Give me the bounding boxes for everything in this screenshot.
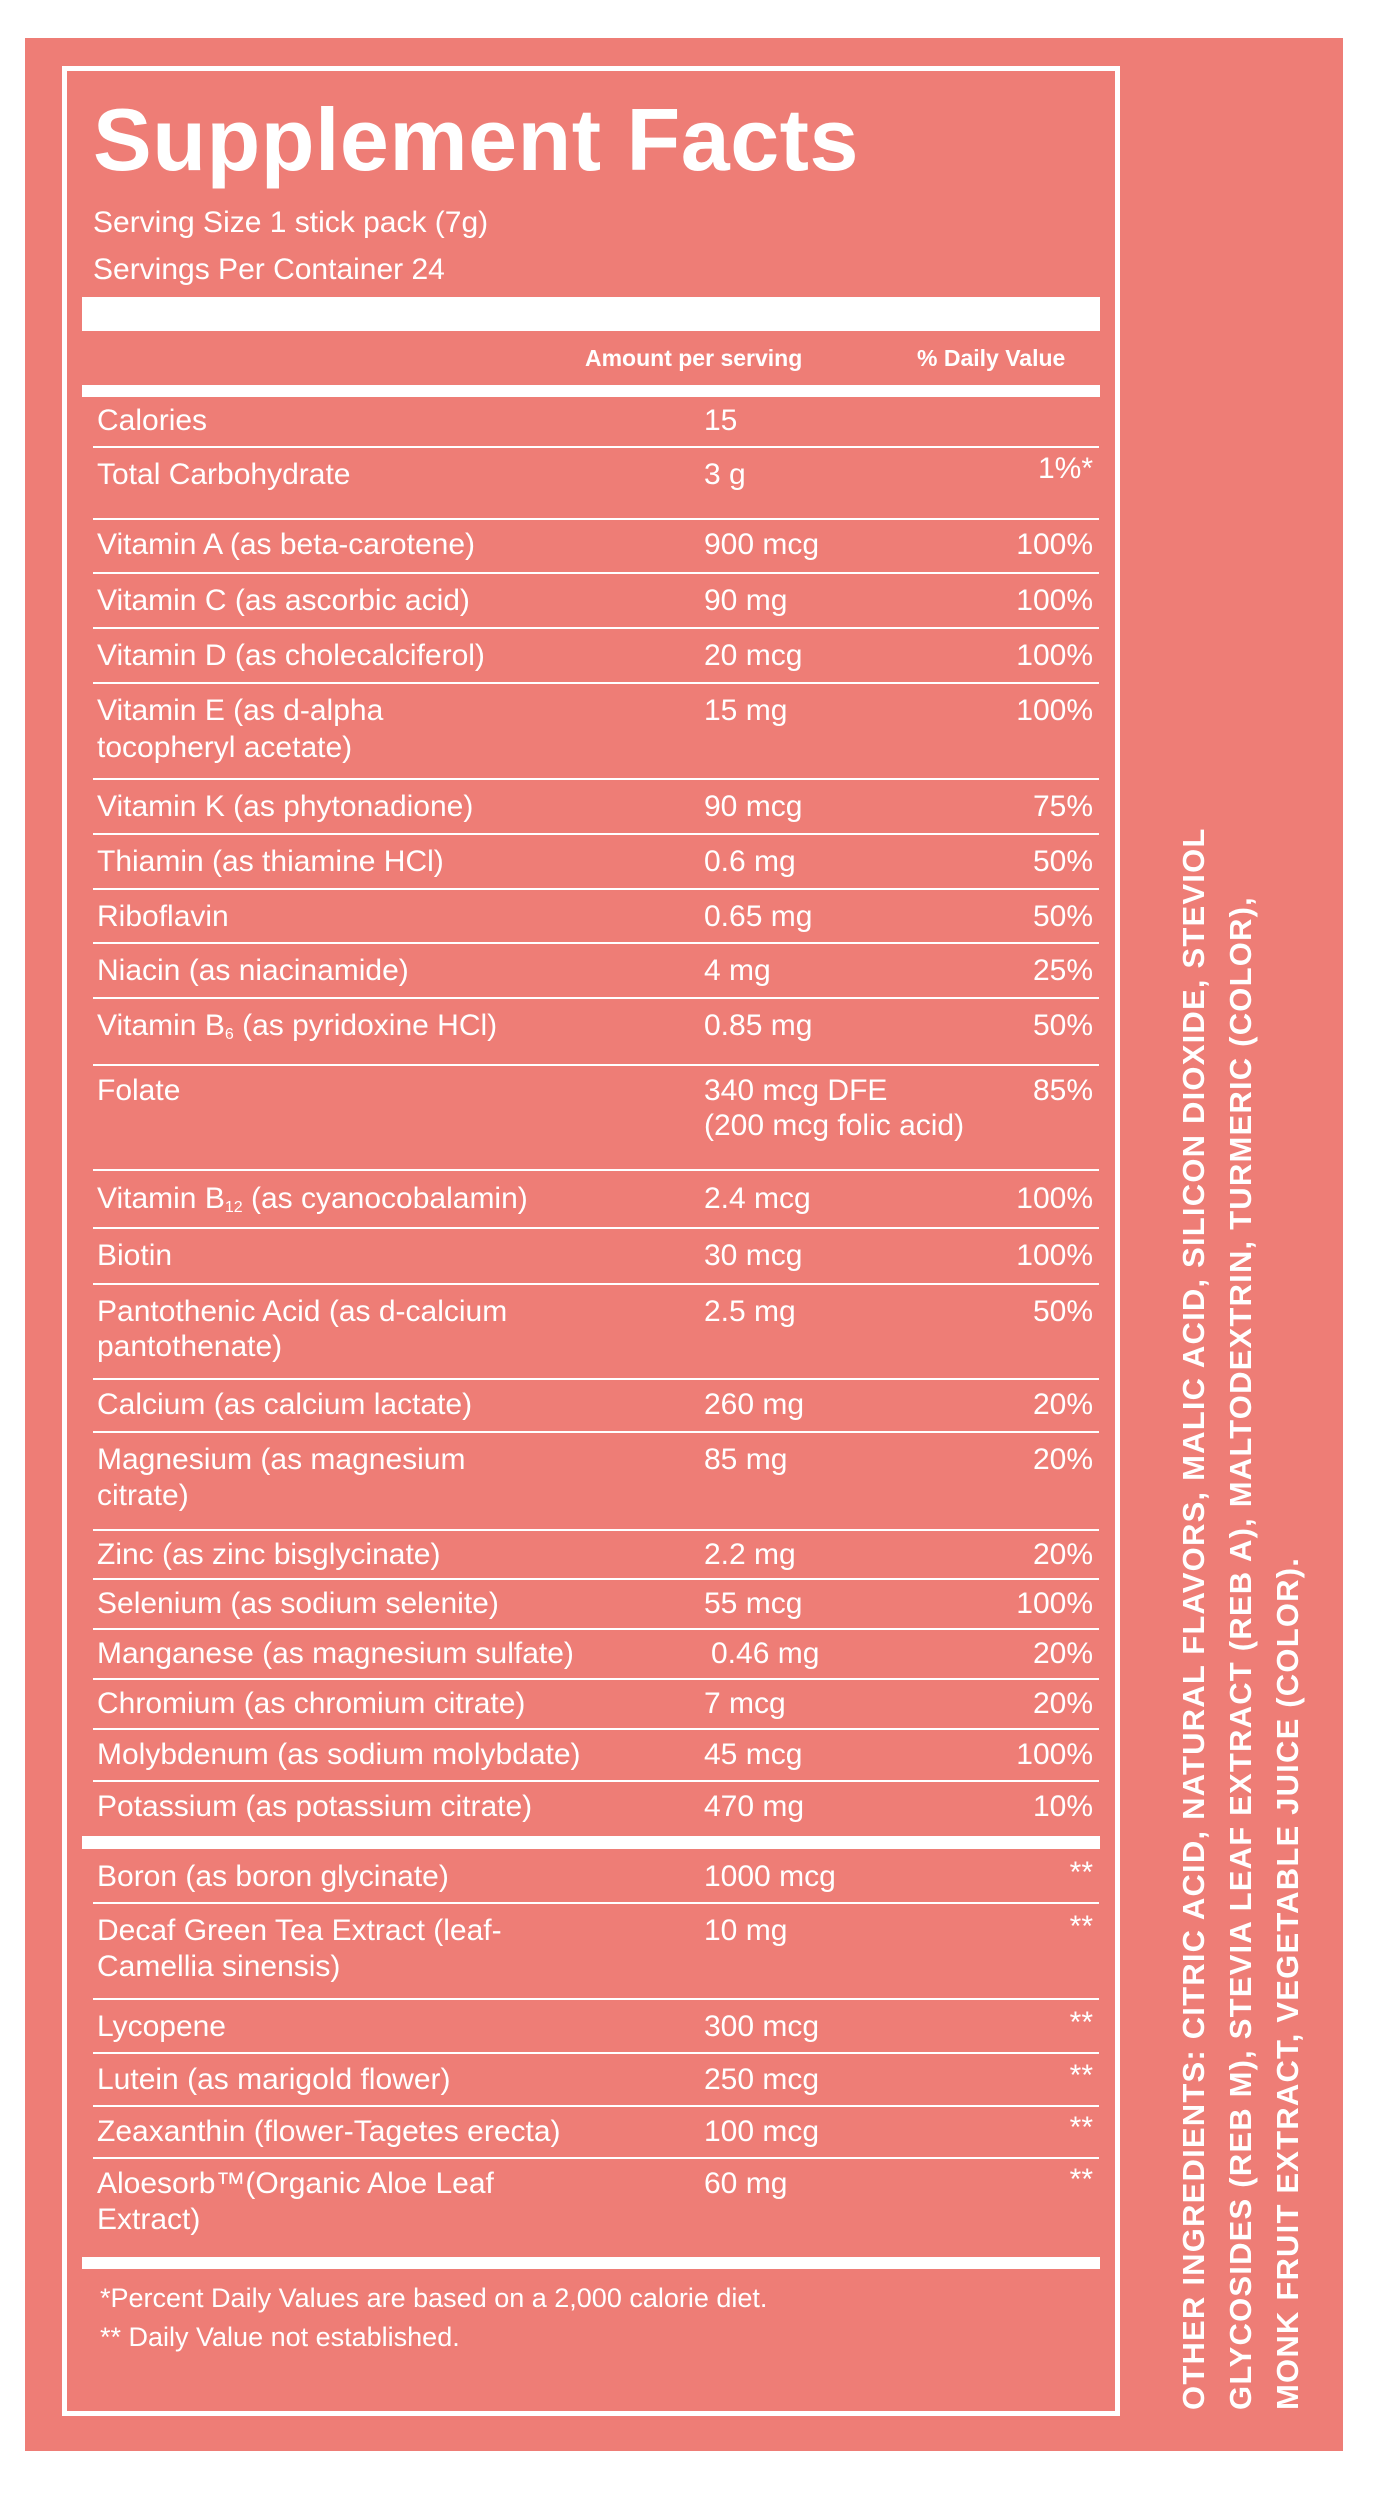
table-row bbox=[93, 1229, 1099, 1285]
other-ingredients-line: OTHER INGREDIENTS: CITRIC ACID, NATURAL FLAVORS, MALIC ACID, SILICON DIOXIDE, STEVIOL bbox=[1176, 827, 1211, 2410]
nutrient-dv: ** bbox=[1069, 1856, 1093, 1889]
nutrient-amount: 4 mg bbox=[704, 954, 771, 987]
nutrient-dv: 20% bbox=[1032, 1687, 1093, 1720]
nutrient-dv: 10% bbox=[1032, 1790, 1093, 1823]
nutrient-amount: 250 mcg bbox=[704, 2063, 820, 2096]
nutrient-dv: 50% bbox=[1032, 1295, 1093, 1328]
nutrient-amount: 0.65 mg bbox=[704, 900, 813, 933]
nutrient-dv: 25% bbox=[1032, 954, 1093, 987]
other-ingredients-line: GLYCOSIDES (REB M), STEVIA LEAF EXTRACT (REB A), MALTODEXTRIN, TURMERIC (COLOR), bbox=[1223, 896, 1258, 2410]
nutrient-dv: 100% bbox=[1016, 584, 1093, 617]
table-row bbox=[93, 1680, 1099, 1730]
nutrient-dv: 50% bbox=[1032, 900, 1093, 933]
nutrient-amount: 0.85 mg bbox=[704, 1009, 813, 1042]
nutrient-amount: 2.4 mcg bbox=[704, 1182, 811, 1215]
nutrient-amount: 2.5 mg bbox=[704, 1295, 796, 1328]
table-row bbox=[93, 1782, 1099, 1836]
table-row bbox=[93, 780, 1099, 835]
table-row bbox=[93, 1904, 1099, 2000]
nutrient-dv: 100% bbox=[1016, 1182, 1093, 1215]
nutrient-dv: ** bbox=[1069, 1910, 1093, 1943]
nutrient-dv: 50% bbox=[1032, 845, 1093, 878]
table-row bbox=[93, 629, 1099, 684]
nutrient-amount: 20 mcg bbox=[704, 639, 803, 672]
nutrient-amount: 100 mcg bbox=[704, 2115, 820, 2148]
nutrient-dv: 100% bbox=[1016, 1587, 1093, 1620]
table-row bbox=[93, 1580, 1099, 1630]
nutrient-dv: 100% bbox=[1016, 639, 1093, 672]
nutrient-dv: 20% bbox=[1032, 1443, 1093, 1476]
column-header-amount: Amount per serving bbox=[585, 345, 803, 371]
table-row bbox=[93, 1380, 1099, 1433]
nutrient-amount: 1000 mcg bbox=[704, 1860, 836, 1893]
nutrient-name: Chromium (as chromium citrate) bbox=[97, 1687, 526, 1720]
table-row bbox=[93, 1433, 1099, 1531]
nutrient-name: Riboflavin bbox=[97, 900, 229, 933]
nutrient-amount: 15 bbox=[704, 404, 738, 437]
column-header-daily-value: % Daily Value bbox=[917, 345, 1066, 371]
nutrient-name-line1: Vitamin E (as d-alpha bbox=[97, 694, 384, 727]
table-row bbox=[93, 684, 1099, 780]
nutrient-dv: 50% bbox=[1032, 1009, 1093, 1042]
nutrient-name: Biotin bbox=[97, 1239, 173, 1272]
nutrient-name bbox=[97, 1180, 528, 1226]
nutrient-dv: ** bbox=[1069, 2163, 1093, 2196]
nutrient-name: Selenium (as sodium selenite) bbox=[97, 1587, 499, 1620]
nutrient-name: Vitamin D (as cholecalciferol) bbox=[97, 639, 485, 672]
nutrient-dv: 1%* bbox=[1037, 452, 1093, 485]
nutrient-name: Calories bbox=[97, 404, 208, 437]
nutrient-name-line1: Aloesorb™(Organic Aloe Leaf bbox=[97, 2167, 494, 2200]
nutrient-amount: 90 mg bbox=[704, 584, 788, 617]
nutrient-dv: 20% bbox=[1032, 1388, 1093, 1421]
nutrient-dv: 100% bbox=[1016, 694, 1093, 727]
nutrient-name: Lutein (as marigold flower) bbox=[97, 2063, 451, 2096]
nutrient-dv: 100% bbox=[1016, 528, 1093, 561]
table-row bbox=[93, 574, 1099, 629]
nutrient-name: Vitamin A (as beta-carotene) bbox=[97, 528, 475, 561]
nutrient-name-line2: Extract) bbox=[97, 2203, 201, 2236]
table-row bbox=[93, 999, 1099, 1066]
nutrient-dv: 75% bbox=[1032, 790, 1093, 823]
table-row bbox=[93, 520, 1099, 574]
nutrient-dv: 85% bbox=[1032, 1074, 1093, 1107]
serving-size: Serving Size 1 stick pack (7g) bbox=[93, 206, 489, 239]
nutrient-amount: 90 mcg bbox=[704, 790, 803, 823]
table-row bbox=[93, 1730, 1099, 1782]
nutrient-name: Calcium (as calcium lactate) bbox=[97, 1388, 473, 1421]
table-row bbox=[93, 944, 1099, 999]
nutrient-name: Boron (as boron glycinate) bbox=[97, 1860, 449, 1893]
nutrient-name-line1: Magnesium (as magnesium bbox=[97, 1443, 466, 1476]
table-row bbox=[93, 1531, 1099, 1580]
nutrient-amount: 60 mg bbox=[704, 2167, 788, 2200]
nutrient-name-suffix: (as pyridoxine HCl) bbox=[233, 1009, 498, 1042]
table-row bbox=[93, 448, 1099, 520]
nutrient-name-line1: Decaf Green Tea Extract (leaf- bbox=[97, 1914, 502, 1947]
nutrient-amount: 85 mg bbox=[704, 1443, 788, 1476]
nutrient-name-line1: Pantothenic Acid (as d-calcium bbox=[97, 1295, 508, 1328]
nutrient-dv: ** bbox=[1069, 2059, 1093, 2092]
nutrient-name-subscript: 12 bbox=[224, 1199, 243, 1216]
nutrient-dv: 20% bbox=[1032, 1538, 1093, 1571]
table-row bbox=[93, 890, 1099, 944]
footnote-daily-values: *Percent Daily Values are based on a 2,000 calorie diet. bbox=[100, 2283, 768, 2313]
nutrient-dv: 100% bbox=[1016, 1239, 1093, 1272]
nutrient-name-line2: citrate) bbox=[97, 1479, 189, 1512]
thick-divider bbox=[82, 297, 1100, 331]
nutrient-name-line2: pantothenate) bbox=[97, 1330, 283, 1363]
nutrient-amount-line1: 340 mcg DFE bbox=[704, 1074, 888, 1107]
nutrient-name: Zinc (as zinc bisglycinate) bbox=[97, 1538, 441, 1571]
nutrient-name-suffix: (as cyanocobalamin) bbox=[242, 1182, 528, 1215]
table-row bbox=[93, 1171, 1099, 1229]
nutrient-dv: ** bbox=[1069, 2111, 1093, 2144]
table-row bbox=[93, 1849, 1099, 1904]
table-row bbox=[93, 2000, 1099, 2054]
nutrient-name: Potassium (as potassium citrate) bbox=[97, 1790, 533, 1823]
nutrient-name: Thiamin (as thiamine HCl) bbox=[97, 845, 444, 878]
page-title: Supplement Facts bbox=[93, 90, 859, 189]
table-row bbox=[93, 2107, 1099, 2159]
nutrient-name-line2: Camellia sinensis) bbox=[97, 1950, 341, 1983]
nutrient-name: Vitamin C (as ascorbic acid) bbox=[97, 584, 470, 617]
nutrient-name-prefix: Vitamin B bbox=[97, 1182, 225, 1215]
nutrient-amount: 0.6 mg bbox=[704, 845, 796, 878]
nutrient-amount: 15 mg bbox=[704, 694, 788, 727]
nutrient-name bbox=[97, 1007, 497, 1053]
table-row bbox=[93, 1285, 1099, 1380]
nutrient-amount: 300 mcg bbox=[704, 2010, 820, 2043]
table-row bbox=[93, 1630, 1099, 1680]
nutrient-name: Molybdenum (as sodium molybdate) bbox=[97, 1738, 581, 1771]
nutrient-amount: 2.2 mg bbox=[704, 1538, 796, 1571]
table-row bbox=[93, 401, 1099, 448]
nutrient-name-subscript: 6 bbox=[224, 1026, 234, 1043]
nutrient-amount-line2: (200 mcg folic acid) bbox=[704, 1109, 965, 1142]
nutrient-amount: 30 mcg bbox=[704, 1239, 803, 1272]
bottom-divider bbox=[82, 2257, 1100, 2269]
nutrient-name-line2: tocopheryl acetate) bbox=[97, 731, 353, 764]
nutrient-amount: 0.46 mg bbox=[711, 1637, 820, 1670]
footnote-not-established: ** Daily Value not established. bbox=[100, 2322, 460, 2352]
nutrient-name: Vitamin K (as phytonadione) bbox=[97, 790, 474, 823]
servings-per-container: Servings Per Container 24 bbox=[93, 253, 445, 286]
nutrient-amount: 10 mg bbox=[704, 1914, 788, 1947]
nutrient-name: Zeaxanthin (flower-Tagetes erecta) bbox=[97, 2115, 561, 2148]
table-row bbox=[93, 2159, 1099, 2257]
nutrient-amount: 470 mg bbox=[704, 1790, 805, 1823]
nutrient-dv: 100% bbox=[1016, 1738, 1093, 1771]
nutrient-name: Total Carbohydrate bbox=[97, 458, 351, 491]
nutrient-dv: ** bbox=[1069, 2006, 1093, 2039]
nutrient-amount: 7 mcg bbox=[704, 1687, 786, 1720]
table-row bbox=[93, 1066, 1099, 1171]
nutrient-amount: 3 g bbox=[704, 458, 746, 491]
table-row bbox=[93, 2054, 1099, 2107]
nutrient-dv: 20% bbox=[1032, 1637, 1093, 1670]
nutrient-name: Lycopene bbox=[97, 2010, 226, 2043]
nutrient-amount: 260 mg bbox=[704, 1388, 805, 1421]
other-ingredients bbox=[1170, 610, 1311, 2410]
nutrient-name: Folate bbox=[97, 1074, 181, 1107]
other-ingredients-line: MONK FRUIT EXTRACT, VEGETABLE JUICE (COLOR). bbox=[1270, 1556, 1305, 2410]
nutrient-amount: 45 mcg bbox=[704, 1738, 803, 1771]
nutrient-amount: 900 mcg bbox=[704, 528, 820, 561]
medium-divider bbox=[82, 385, 1100, 397]
nutrient-name-prefix: Vitamin B bbox=[97, 1009, 225, 1042]
nutrient-amount: 55 mcg bbox=[704, 1587, 803, 1620]
table-row bbox=[93, 835, 1099, 890]
nutrient-name: Niacin (as niacinamide) bbox=[97, 954, 409, 987]
section-divider bbox=[82, 1836, 1100, 1849]
nutrient-name: Manganese (as magnesium sulfate) bbox=[97, 1637, 574, 1670]
